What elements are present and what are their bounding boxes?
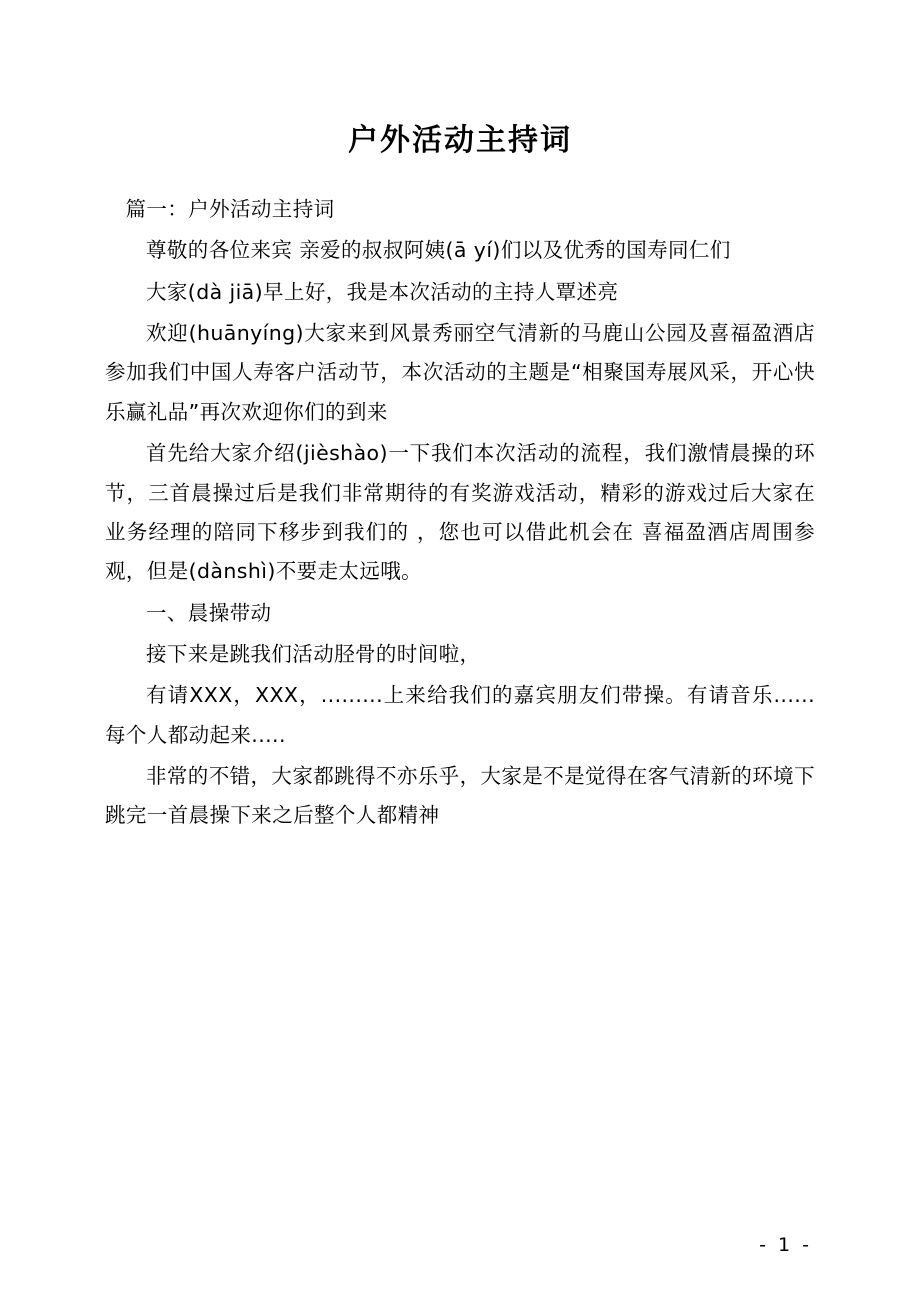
paragraph-next-activity: 接下来是跳我们活动胫骨的时间啦， [146,641,481,666]
paragraph-host-intro: 大家(dà jiā)早上好，我是本次活动的主持人覃述亮 [146,279,619,304]
paragraph-section-label: 篇一：户外活动主持词 [125,197,335,221]
paragraph-heading-morning-exercise: 一、晨操带动 [146,600,272,625]
paragraph-welcome: 欢迎(huānyíng)大家来到风景秀丽空气清新的马鹿山公园及喜福盈酒店参加我们中国人寿客户活动节，本次活动的主题是“相聚国寿展风采，开心快乐赢礼品”再次欢迎你们的到来 [105,321,815,424]
page-title: 户外活动主持词 [348,123,572,158]
paragraph-agenda: 首先给大家介绍(jièshào)一下我们本次活动的流程，我们激情晨操的环节，三首晨操过后是我们非常期待的有奖游戏活动，精彩的游戏过后大家在业务经理的陪同下移步到我们的 ，您也可以借此机会在 喜福盈酒店周围参观，但是(dànshì)不要走太远哦。 [105,441,815,584]
paragraph-greeting-guests: 尊敬的各位来宾 亲爱的叔叔阿姨(ā yí)们以及优秀的国寿同仁们 [146,238,731,263]
page-number: - 1 - [759,1234,812,1256]
paragraph-closing-comment: 非常的不错，大家都跳得不亦乐乎，大家是不是觉得在客气清新的环境下跳完一首晨操下来之后整个人都精神 [105,764,815,828]
paragraph-invite-performers: 有请XXX，XXX，.........上来给我们的嘉宾朋友们带操。有请音乐......每个人都动起来..... [105,683,815,747]
